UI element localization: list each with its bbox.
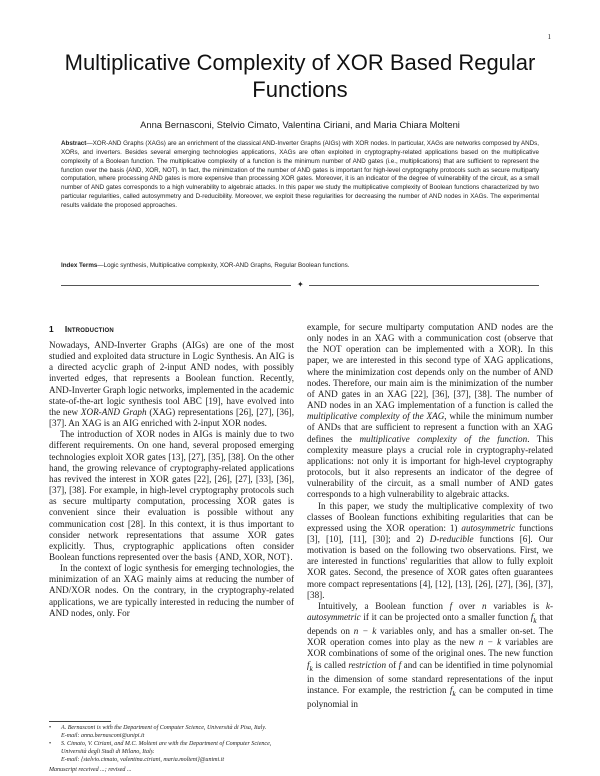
footnote-text bbox=[61, 741, 294, 765]
footnotes bbox=[49, 725, 294, 774]
text-span: Nowadays, AND-Inverter Graphs (AIGs) are one of the most studied and exploited data structure in Logic Synthesis. An AIG is a directed acyclic graph of 2-input AND nodes, with possibly inverted edges, that represents a Boolean function. Recently, AND-Inverter Graph logic networks, implemented in the academic state-of-the-art logic synthesis tool ABC [19], have evolved into the new bbox=[49, 340, 294, 417]
text-span: variables is bbox=[486, 600, 546, 611]
intro-paragraph-1 bbox=[49, 340, 294, 429]
divider-line-right bbox=[309, 285, 539, 286]
text-span: of bbox=[386, 659, 399, 670]
bullet-icon: • bbox=[49, 725, 52, 731]
index-terms-label: Index Terms bbox=[61, 262, 98, 269]
intro-paragraph-4 bbox=[307, 322, 553, 501]
footnote-email: E-mail: anna.bernasconi@unipi.it bbox=[61, 732, 145, 739]
text-span: (XAG) representations [26], [27], [36], [37]. An XAG is an AIG enriched with 2-input XOR nodes. bbox=[49, 406, 294, 429]
math-subscript: k bbox=[452, 688, 456, 698]
abstract-label: Abstract bbox=[61, 140, 87, 147]
text-span: , while the minimum number of ANDs that are sufficient to represent a function with an XAG defines the bbox=[307, 411, 553, 444]
footnote-affiliation: S. Cimato, V. Ciriani, and M.C. Molteni are with the Department of Computer Science, Università degli Studi di Milano, Italy. bbox=[61, 740, 272, 755]
footnote-email: E-mail: {stelvio.cimato, valentina.ciriani, maria.molteni}@unimi.it bbox=[61, 756, 225, 763]
text-span: variables are XOR combinations of some of the original ones. The new function bbox=[307, 637, 553, 659]
paper-title: Multiplicative Complexity of XOR Based Regular Functions bbox=[64, 50, 536, 102]
page-number: 1 bbox=[547, 33, 551, 41]
intro-paragraph-5 bbox=[307, 501, 553, 601]
math-symbol: n bbox=[481, 600, 487, 611]
emphasis-term: k-autosymmetric bbox=[307, 600, 553, 623]
text-span: example, for secure multiparty computation AND nodes are the only nodes in an XAG with a communication cost (observe that the NOT operation can be implemented with a XOR). In this paper, we are interested in this second type of XAG applications, where the minimization cost depends only on the number of AND nodes. Therefore, our main aim is the minimization of the number of AND gates in an XAG [22], [36], [37], [38]. The number of AND nodes in an XAG implementation of a function is called the bbox=[307, 322, 553, 411]
divider-diamond-icon: ✦ bbox=[297, 280, 304, 289]
section-heading-introduction bbox=[49, 324, 114, 334]
footnote-rule bbox=[49, 721, 111, 722]
text-span: . This complexity measure plays a crucial role in cryptography-related applications: not only it is important for high-level cryptography protocols, but it also represents an indicator of the degree of vulnerability of the circuit, as a small number of AND gates corresponds to a high vulnerability to algebraic attacks. bbox=[307, 433, 553, 500]
math-symbol: n − k bbox=[478, 637, 502, 648]
section-number: 1 bbox=[49, 324, 54, 334]
intro-paragraph-3: In the context of logic synthesis for emerging technologies, the minimization of an XAG mainly aims at reducing the number of AND/XOR nodes. On the contrary, in the cryptography-related applications, we are typically interested in reducing the number of AND nodes, only. For bbox=[49, 563, 294, 618]
footnote-item bbox=[49, 725, 294, 741]
emphasis-term: XOR-AND Graph bbox=[80, 406, 147, 417]
emphasis-term: multiplicative complexity of the XAG bbox=[307, 411, 445, 422]
intro-paragraph-6 bbox=[307, 601, 553, 710]
manuscript-note: Manuscript received ...; revised ... bbox=[49, 766, 132, 773]
text-span: that depends on bbox=[307, 612, 553, 637]
math-symbol: f bbox=[449, 600, 453, 611]
section-divider bbox=[61, 282, 539, 290]
math-symbol: n − k bbox=[353, 626, 377, 637]
math-subscript: k bbox=[309, 663, 313, 673]
math-symbol: f bbox=[398, 659, 402, 670]
text-span: is called bbox=[312, 659, 349, 670]
text-span: variables only, and has a smaller on-set. The XOR operation comes into play as the new bbox=[307, 626, 553, 648]
emphasis-term: D-reducible bbox=[429, 533, 474, 544]
footnote-text bbox=[61, 725, 294, 741]
text-span: functions [3], [10], [11], [30]; and 2) bbox=[307, 522, 554, 544]
footnote-affiliation: A. Bernasconi is with the Department of Computer Science, Università di Pisa, Italy. bbox=[61, 725, 267, 731]
index-terms bbox=[61, 262, 539, 271]
intro-paragraph-2: The introduction of XOR nodes in AIGs is mainly due to two different requirements. On one hand, several proposed emerging technologies exploit XOR gates [13], [27], [35], [38]. On the other hand, the growing relevance of cryptography-related applications has revived the interest in XOR gates [22], [26], [27], [33], [36], [37], [38]. For example, in high-level cryptography protocols such as secure multiparty computation, processing XOR gates is convenient since their evaluation is possible without any communication cost [28]. In this context, it is thus important to consider network representations that assume XOR gates explicitly. Thus, cryptographic applications often consider Boolean functions represented over the basis {AND, XOR, NOT}. bbox=[49, 429, 294, 562]
text-span: functions [6]. Our motivation is based on the following two observations. First, we are interested in functions' regularities that allow to fully exploit XOR gates. Second, the presence of XOR gates often guarantees more compact representations [4], [12], [13], [26], [27], [36], [37], [38]. bbox=[307, 533, 553, 600]
math-symbol: f bbox=[307, 659, 310, 670]
text-span: can be computed in time polynomial in bbox=[307, 684, 554, 709]
text-span: Intuitively, a Boolean function bbox=[318, 600, 450, 611]
math-symbol: f bbox=[530, 612, 534, 623]
math-symbol: f bbox=[449, 684, 453, 695]
footnote-item bbox=[49, 741, 294, 765]
emphasis-term: autosymmetric bbox=[461, 522, 516, 533]
text-span: In this paper, we study the multiplicative complexity of two classes of Boolean functions exhibiting regularities that can be expressed using the XOR operation: 1) bbox=[307, 500, 553, 533]
text-span: if it can be projected onto a smaller function bbox=[360, 612, 531, 623]
right-column bbox=[307, 322, 553, 710]
emphasis-term: restriction bbox=[348, 659, 387, 670]
bullet-icon: • bbox=[49, 740, 52, 747]
text-span: over bbox=[452, 600, 482, 611]
author-list: Anna Bernasconi, Stelvio Cimato, Valentina Ciriani, and Maria Chiara Molteni bbox=[140, 119, 460, 130]
divider-line-left bbox=[61, 285, 291, 286]
abstract-text: —XOR-AND Graphs (XAGs) are an enrichment of the classical AND-Inverter Graphs (AIGs) with XOR nodes. In particular, XAGs are networks composed by ANDs, XORs, and inverters. Besides several emerging technologies applications, XAGs are often exploited in cryptography-related applications based on the multiplicative complexity of a Boolean function. The multiplicative complexity of a function is the minimum number of AND gates (i.e., multiplications) that are sufficient to represent the function over the basis {AND, XOR, NOT}. In fact, the minimization of the number of AND gates is important for high-level cryptography protocols such as secure multiparty computation, where processing AND gates is more expensive than processing XOR gates. Moreover, it is an indicator of the degree of vulnerability of the circuit, as a small number of AND gates corresponds to a high vulnerability to algebraic attacks. In this paper we study the multiplicative complexity of Boolean functions characterized by two particular regularities, called autosymmetry and D-reducibility. Moreover, we exploit these regularities for decreasing the number of AND nodes in XAGs. The experimental results validate the proposed approaches. bbox=[61, 140, 539, 209]
abstract bbox=[61, 140, 539, 211]
left-column bbox=[49, 340, 294, 619]
emphasis-term: multiplicative complexity of the function bbox=[359, 433, 528, 444]
math-subscript: k bbox=[533, 615, 537, 625]
text-span: and can be identified in time polynomial in the dimension of some standard representations of the input instance. For example, the restriction bbox=[307, 659, 553, 695]
index-terms-text: —Logic synthesis, Multiplicative complexity, XOR-AND Graphs, Regular Boolean functions. bbox=[97, 262, 350, 269]
section-title: Introduction bbox=[64, 324, 114, 334]
